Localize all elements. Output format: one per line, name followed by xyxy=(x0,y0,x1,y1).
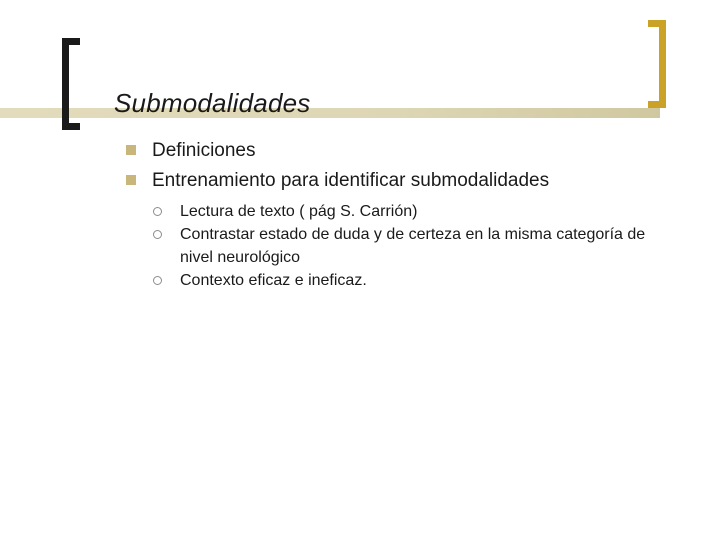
bullet-item xyxy=(126,166,646,292)
slide-title: Submodalidades xyxy=(114,88,311,118)
left-bracket-decoration xyxy=(62,38,80,130)
sub-bullet-text: Contexto eficaz e ineficaz. xyxy=(180,272,367,289)
sub-bullet-text: Contrastar estado de duda y de certeza en la misma categoría de nivel neurológico xyxy=(180,226,646,266)
sub-bullet-text: Lectura de texto ( pág S. Carrión) xyxy=(180,203,418,220)
sub-bullet-list xyxy=(152,200,646,292)
circle-bullet-icon xyxy=(153,230,162,239)
square-bullet-icon xyxy=(126,145,136,155)
circle-bullet-icon xyxy=(153,276,162,285)
square-bullet-icon xyxy=(126,175,136,185)
bullet-text: Definiciones xyxy=(152,140,256,161)
right-bracket-decoration xyxy=(648,20,666,108)
bullet-text: Entrenamiento para identificar submodalidades xyxy=(152,170,550,191)
title-rule xyxy=(0,108,660,118)
sub-bullet-item xyxy=(152,269,646,292)
sub-bullet-item xyxy=(152,200,646,223)
bullet-item xyxy=(126,136,646,166)
bullet-list xyxy=(126,136,646,292)
circle-bullet-icon xyxy=(153,207,162,216)
sub-bullet-item xyxy=(152,223,646,269)
